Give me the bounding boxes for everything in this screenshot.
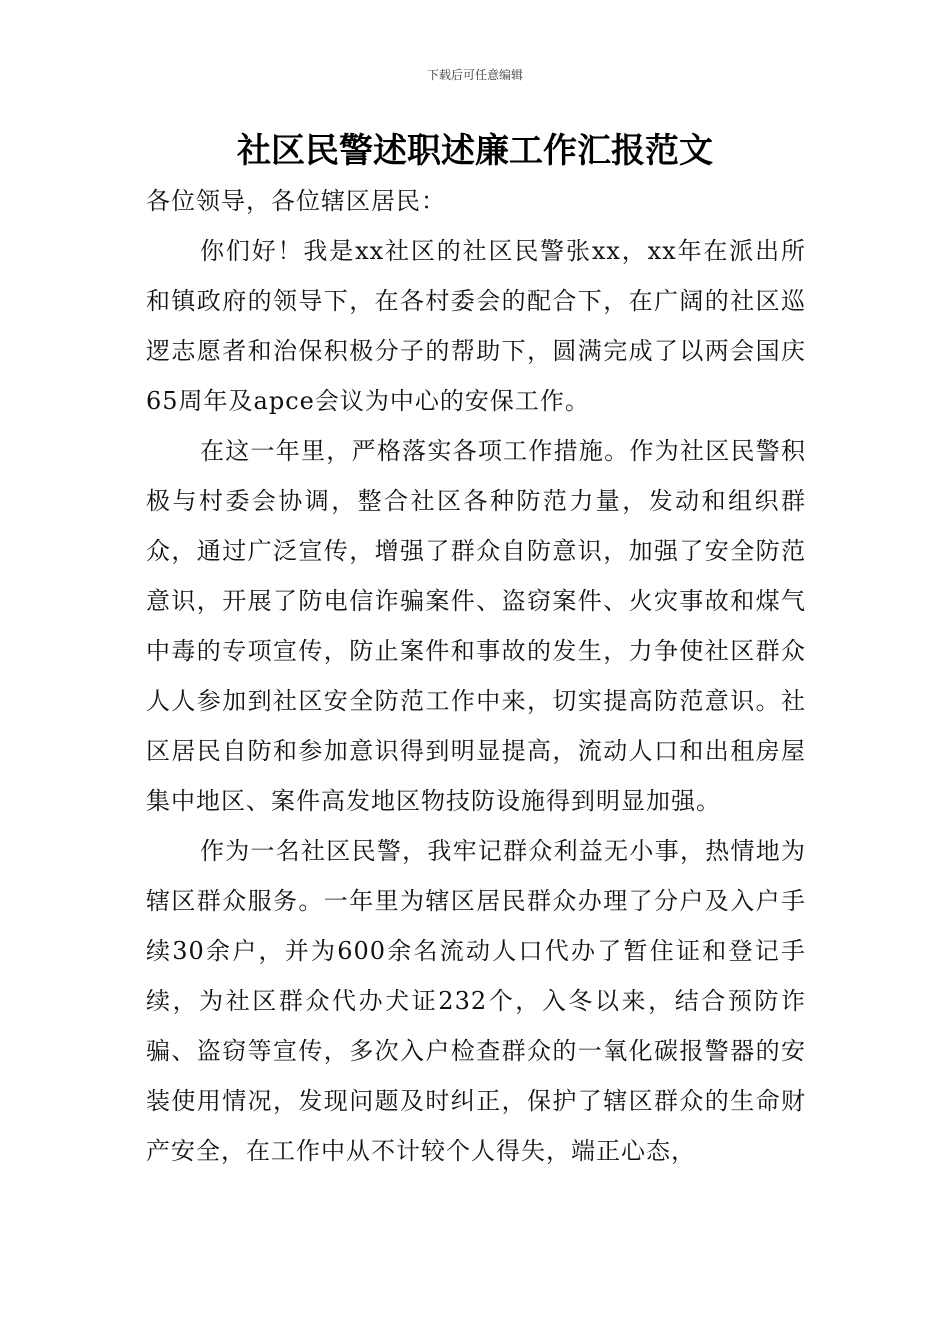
paragraph-3: 作为一名社区民警，我牢记群众利益无小事，热情地为辖区群众服务。一年里为辖区居民群众办理了分户及入户手续30余户，并为600余名流动人口代办了暂住证和登记手续，为社区群众代办犬证232个，入冬以来，结合预防诈骗、盗窃等宣传，多次入户检查群众的一氧化碳报警器的安装使用情况，发现问题及时纠正，保护了辖区群众的生命财产安全，在工作中从不计较个人得失，端正心态， — [146, 837, 806, 1165]
header-note: 下载后可任意编辑 — [426, 68, 523, 82]
paragraph-1: 你们好！我是xx社区的社区民警张xx，xx年在派出所和镇政府的领导下，在各村委会的配合下，在广阔的社区巡逻志愿者和治保积极分子的帮助下，圆满完成了以两会国庆65周年及apce会议为中心的安保工作。 — [146, 237, 806, 415]
document-body — [146, 176, 806, 1176]
paragraph-2: 在这一年里，严格落实各项工作措施。作为社区民警积极与村委会协调，整合社区各种防范力量，发动和组织群众，通过广泛宣传，增强了群众自防意识，加强了安全防范意识，开展了防电信诈骗案件、盗窃案件、火灾事故和煤气中毒的专项宣传，防止案件和事故的发生，力争使社区群众人人参加到社区安全防范工作中来，切实提高防范意识。社区居民自防和参加意识得到明显提高，流动人口和出租房屋集中地区、案件高发地区物技防设施得到明显加强。 — [146, 437, 806, 815]
document-title: 社区民警述职述廉工作汇报范文 — [237, 131, 713, 171]
salutation: 各位领导，各位辖区居民： — [146, 187, 446, 215]
